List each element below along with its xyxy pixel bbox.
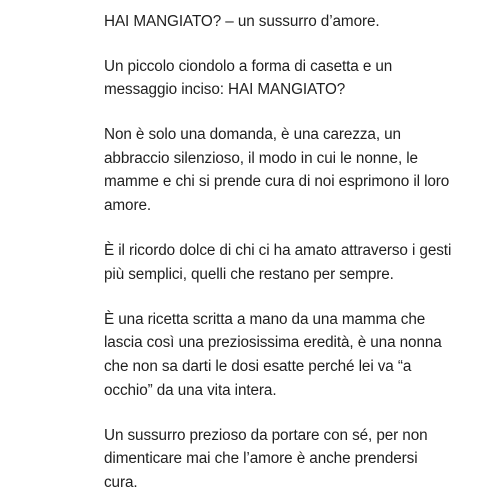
paragraph-sweet-memory: È il ricordo dolce di chi ci ha amato attraverso i gesti più semplici, quelli che restano per sempre. [104, 242, 452, 283]
paragraph-handwritten-recipe: È una ricetta scritta a mano da una mamma che lascia così una preziosissima eredità, è una nonna che non sa darti le dosi esatte perché lei va “a occhio” da una vita intera. [104, 310, 442, 399]
paragraph-caress: Non è solo una domanda, è una carezza, un abbraccio silenzioso, il modo in cui le nonne, le mamme e chi si prende cura di noi esprimono il loro amore. [104, 126, 450, 215]
paragraph-precious-whisper: Un sussurro prezioso da portare con sé, per non dimenticare mai che l’amore è anche prendersi cura. [104, 426, 428, 491]
document-title-paragraph: HAI MANGIATO? – un sussurro d’amore. [104, 13, 380, 30]
paragraph-pendant-description: Un piccolo ciondolo a forma di casetta e un messaggio inciso: HAI MANGIATO? [104, 57, 393, 99]
